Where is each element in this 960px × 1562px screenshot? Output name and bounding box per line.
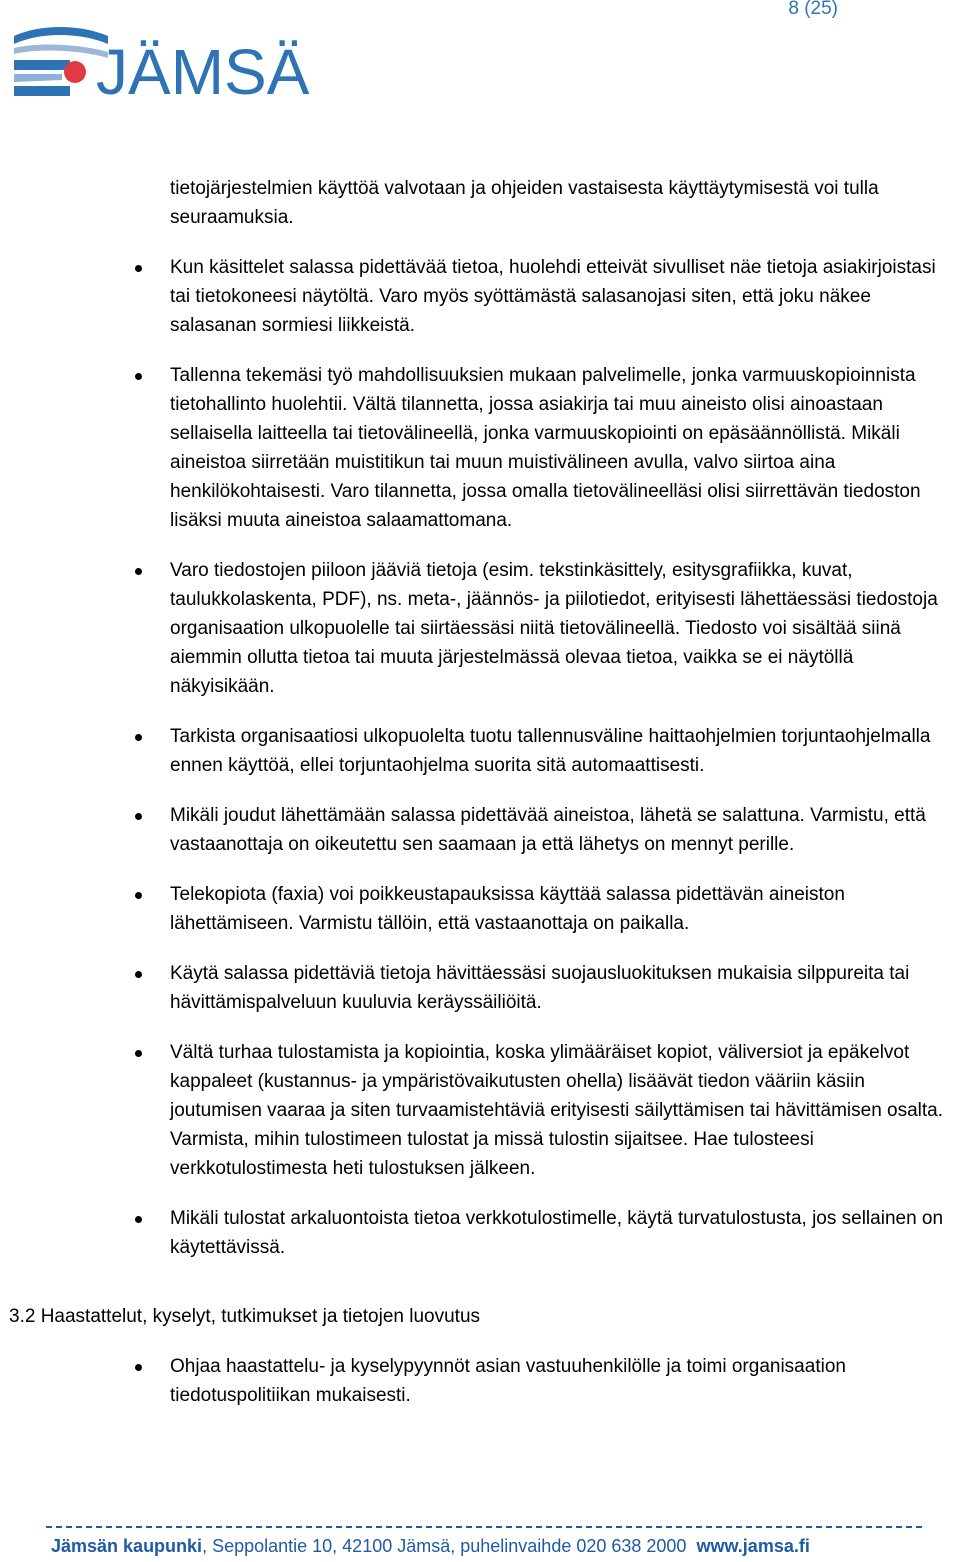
list-item: Tarkista organisaatiosi ulkopuolelta tuotu tallennusväline haittaohjelmien torjuntaohjelmalla ennen käyttöä, ellei torjuntaohjelma suorita sitä automaattisesti. (170, 722, 960, 780)
bullet-icon (135, 971, 142, 978)
footer-org: Jämsän kaupunki (51, 1536, 203, 1556)
guideline-list (0, 253, 960, 1262)
bullet-icon (135, 1050, 142, 1057)
list-item: Ohjaa haastattelu- ja kyselypyynnöt asian vastuuhenkilölle ja toimi organisaation tiedotuspolitiikan mukaisesti. (170, 1352, 960, 1410)
list-item: Tallenna tekemäsi työ mahdollisuuksien mukaan palvelimelle, jonka varmuuskopioinnista tietohallinto huolehtii. Vältä tilannetta, jossa asiakirja tai muu aineisto olisi ainoastaan sellaisella laitteella tai tietovälineellä, jonka varmuuskopiointi on epäsäännöllistä. Mikäli aineistoa siirretään muistitikun tai muun muistivälineen avulla, valvo siirtoa aina henkilökohtaisesti. Varo tilannetta, jossa omalla tietovälineelläsi olisi siirrettävän tiedoston lisäksi muuta aineistoa salaamattomana. (170, 361, 960, 535)
bullet-icon (135, 265, 142, 272)
bullet-icon (135, 813, 142, 820)
footer (51, 1536, 810, 1557)
section-list (0, 1352, 960, 1410)
bullet-icon (135, 734, 142, 741)
list-item: Telekopiota (faxia) voi poikkeustapauksissa käyttää salassa pidettävän aineiston lähettämiseen. Varmistu tällöin, että vastaanottaja on paikalla. (170, 880, 960, 938)
list-item: Käytä salassa pidettäviä tietoja hävittäessäsi suojausluokituksen mukaisia silppureita tai hävittämispalveluun kuuluvia keräyssäiliöitä. (170, 959, 960, 1017)
intro-paragraph: tietojärjestelmien käyttöä valvotaan ja ohjeiden vastaisesta käyttäytymisestä voi tulla seuraamuksia. (170, 178, 879, 228)
footer-website-link[interactable]: www.jamsa.fi (696, 1536, 810, 1556)
list-item: Kun käsittelet salassa pidettävää tietoa, huolehdi etteivät sivulliset näe tietoja asiakirjoistasi tai tietokoneesi näytöltä. Varo myös syöttämästä salasanojasi siten, että joku näkee salasanan sormiesi liikkeistä. (170, 253, 960, 340)
list-item: Vältä turhaa tulostamista ja kopiointia, koska ylimääräiset kopiot, väliversiot ja epäkelvot kappaleet (kustannus- ja ympäristövaikutusten ohella) lisäävät tiedon vääriin käsiin joutumisen vaaraa ja siten turvaamistehtäviä erityisesti säilyttämisen tai hävittämisen osalta. Varmista, mihin tulostimeen tulostat ja missä tulostin sijaitsee. Hae tulosteesi verkkotulostimesta heti tulostuksen jälkeen. (170, 1038, 960, 1183)
bullet-icon (135, 568, 142, 575)
footer-address: , Seppolantie 10, 42100 Jämsä, puhelinvaihde 020 638 2000 (202, 1536, 687, 1556)
section-heading: 3.2 Haastattelut, kyselyt, tutkimukset ja tietojen luovutus (9, 1306, 481, 1327)
bullet-icon (135, 1364, 142, 1371)
svg-text:JÄMSÄ: JÄMSÄ (96, 36, 310, 102)
bullet-icon (135, 892, 142, 899)
list-item: Varo tiedostojen piiloon jääviä tietoja (esim. tekstinkäsittely, esitysgrafiikka, kuvat, taulukkolaskenta, PDF), ns. meta-, jäännös- ja piilotiedot, erityisesti lähettäessäsi tiedostoja organisaation ulkopuolelle tai siirtäessäsi niitä tietovälineellä. Tiedosto voi sisältää siinä aiemmin ollutta tietoa tai muuta järjestelmässä olevaa tietoa, vaikka se ei näytöllä näkyisikään. (170, 556, 960, 701)
bullet-icon (135, 373, 142, 380)
page-number: 8 (25) (788, 0, 838, 19)
list-item: Mikäli tulostat arkaluontoista tietoa verkkotulostimelle, käytä turvatulostusta, jos sellainen on käytettävissä. (170, 1204, 960, 1262)
bullet-icon (135, 1216, 142, 1223)
jamsa-logo (10, 22, 325, 102)
document-body (0, 174, 960, 1410)
list-item: Mikäli joudut lähettämään salassa pidettävää aineistoa, lähetä se salattuna. Varmistu, että vastaanottaja on oikeutettu sen saamaan ja että lähetys on mennyt perille. (170, 801, 960, 859)
footer-divider (46, 1526, 922, 1528)
